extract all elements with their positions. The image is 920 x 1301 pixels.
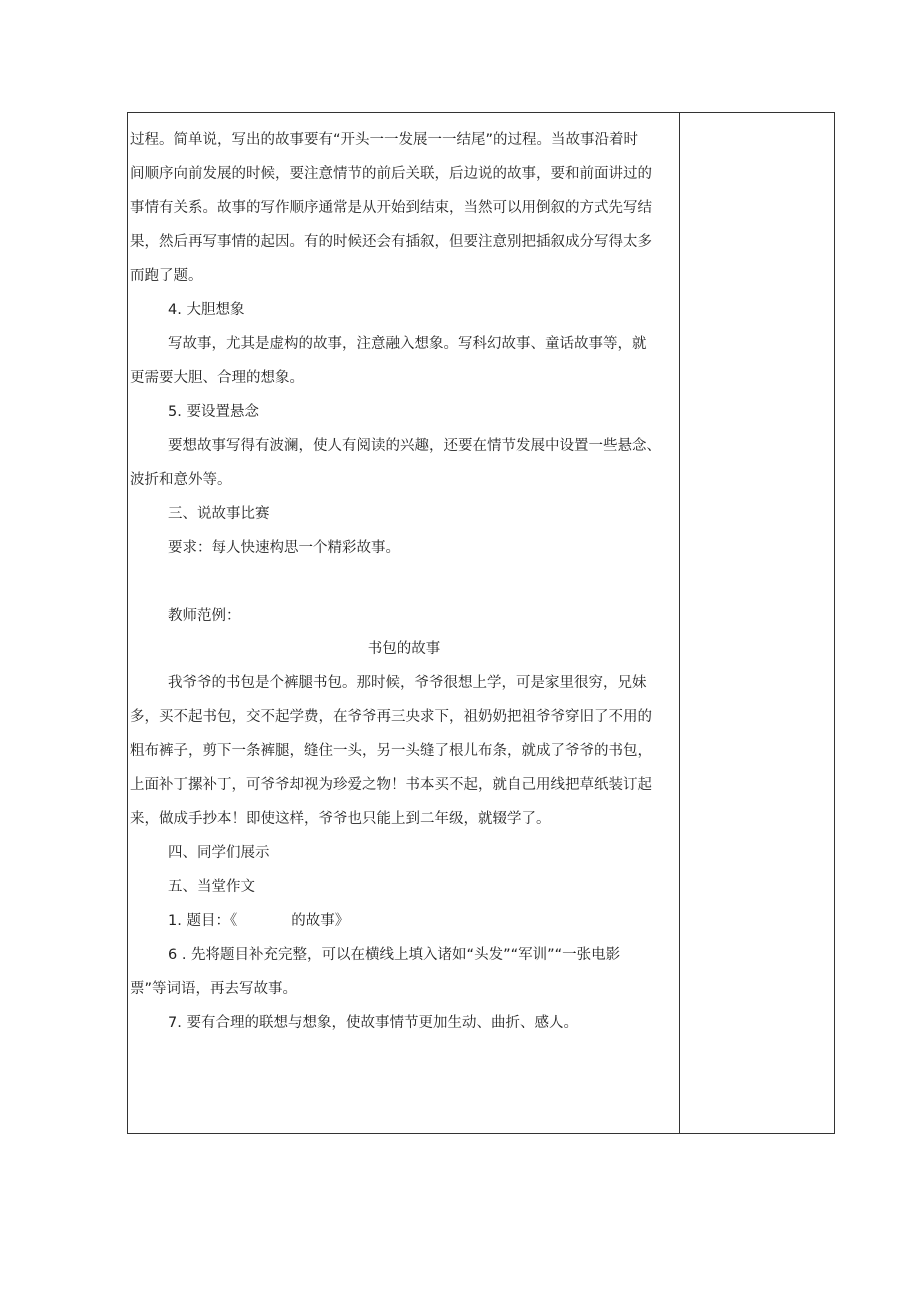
heading-imagination: 4. 大胆想象 [168,302,245,318]
story-line: 来，做成手抄本！即使这样，爷爷也只能上到二年级，就辍学了。 [130,811,551,827]
lesson-table [127,112,835,1134]
paragraph-line: 更需要大胆、合理的想象。 [130,370,304,386]
item-1 [168,911,678,931]
item-6: 6 . 先将题目补充完整，可以在横线上填入诸如“头发”“军训”“一张电影 [168,947,621,963]
story-title: 书包的故事 [367,641,441,657]
section-heading-3: 三、说故事比赛 [168,506,270,522]
example-label: 教师范例： [168,608,241,624]
paragraph-line: 要想故事写得有波澜，使人有阅读的兴趣，还要在情节发展中设置一些悬念、 [168,438,661,454]
story-line: 粗布裤子，剪下一条裤腿，缝住一头，另一头缝了根儿布条，就成了爷爷的书包， [130,743,652,759]
story-line: 我爷爷的书包是个裤腿书包。那时候，爷爷很想上学，可是家里很穷，兄妹 [168,675,647,691]
item-6-cont: 票”等词语，再去写故事。 [130,981,298,997]
paragraph-line: 而跑了题。 [130,268,203,284]
paragraph-line: 写故事，尤其是虚构的故事，注意融入想象。写科幻故事、童话故事等，就 [168,336,647,352]
heading-suspense: 5. 要设置悬念 [168,404,259,420]
item-1-prefix: 1. 题目：《 [168,913,238,929]
story-line: 上面补丁摞补丁，可爷爷却视为珍爱之物！书本买不起，就自己用线把草纸装订起 [130,777,652,793]
paragraph-line: 波折和意外等。 [130,472,232,488]
section-heading-5: 五、当堂作文 [168,879,255,895]
notes-cell [680,113,834,1133]
requirement-text: 要求：每人快速构思一个精彩故事。 [168,540,400,556]
section-heading-4: 四、同学们展示 [168,845,270,861]
item-7: 7. 要有合理的联想与想象，使故事情节更加生动、曲折、感人。 [168,1015,578,1031]
paragraph-line: 事情有关系。故事的写作顺序通常是从开始到结束，当然可以用倒叙的方式先写结 [130,200,652,216]
item-1-suffix: 的故事》 [291,913,350,929]
story-line: 多，买不起书包，交不起学费，在爷爷再三央求下，祖奶奶把祖爷爷穿旧了不用的 [130,709,652,725]
content-cell [128,113,680,1133]
paragraph-line: 果，然后再写事情的起因。有的时候还会有插叙，但要注意别把插叙成分写得太多 [130,234,652,250]
paragraph-line: 过程。简单说，写出的故事要有“开头一一发展一一结尾”的过程。当故事沿着时 [130,132,639,148]
paragraph-line: 间顺序向前发展的时候，要注意情节的前后关联，后边说的故事，要和前面讲过的 [130,166,652,182]
